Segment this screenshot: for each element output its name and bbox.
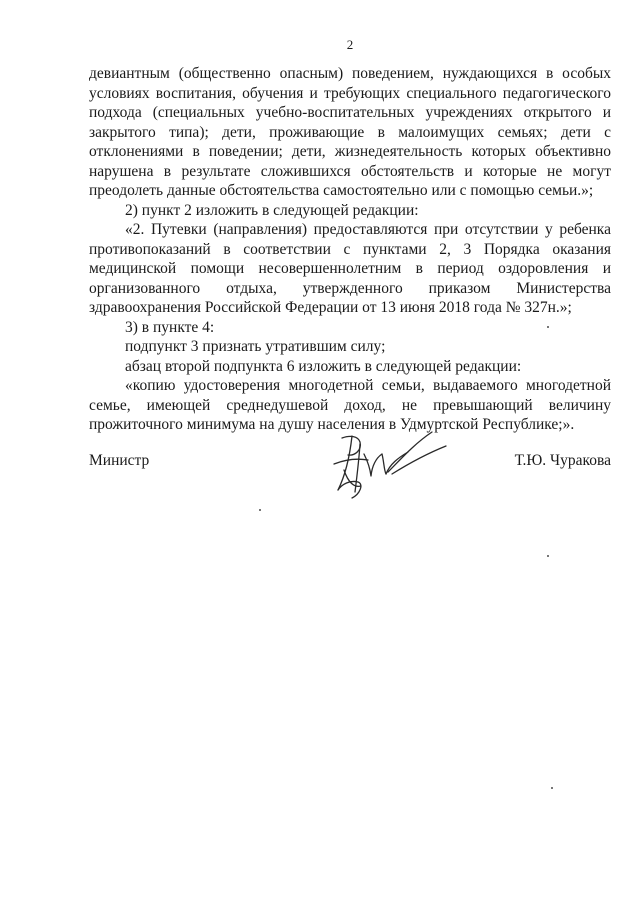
paragraph-item-3: 3) в пункте 4: (125, 318, 215, 336)
scan-speck (547, 555, 549, 557)
scan-speck (551, 787, 553, 789)
paragraph-item-2-text: «2. Путевки (направления) предоставляются при отсутствии у ребенка противопоказаний в соответствии с пунктами 2, 3 Порядка оказания медицинской помощи несовершеннолетним в период оздоровления и организованного отдыха, утвержденного приказом Министерства здравоохранения Российской Федерации от 13 июня 2018 года № 327н.»; (89, 221, 611, 316)
paragraph-subitem-6-text: «копию удостоверения многодетной семьи, выдаваемого многодетной семье, имеющей среднедушевой доход, не превышающий величину прожиточного минимума на душу населения в Удмуртской Республике;». (89, 377, 611, 433)
paragraph-continuation: девиантным (общественно опасным) поведением, нуждающихся в особых условиях воспитания, обучения и требующих специального педагогического подхода (специальных учебно-воспитательных учреждениях открытого и закрытого типа); дети, проживающие в малоимущих семьях; дети с отклонениями в поведении; дети, жизнедеятельность которых объективно нарушена в результате сложившихся обстоятельств и которые не могут преодолеть данные обстоятельства самостоятельно или с помощью семьи.»; (89, 65, 611, 199)
signer-title: Министр (89, 452, 150, 469)
document-body (89, 64, 611, 435)
scan-speck (259, 509, 261, 511)
page-number: 2 (346, 37, 354, 52)
paragraph-subitem-6: абзац второй подпункта 6 изложить в следующей редакции: (125, 357, 522, 375)
signer-name: Т.Ю. Чуракова (514, 452, 611, 469)
handwritten-signature (328, 424, 458, 506)
paragraph-subitem-3: подпункт 3 признать утратившим силу; (125, 338, 386, 355)
paragraph-item-2: 2) пункт 2 изложить в следующей редакции: (125, 201, 419, 219)
scan-speck (547, 326, 549, 328)
